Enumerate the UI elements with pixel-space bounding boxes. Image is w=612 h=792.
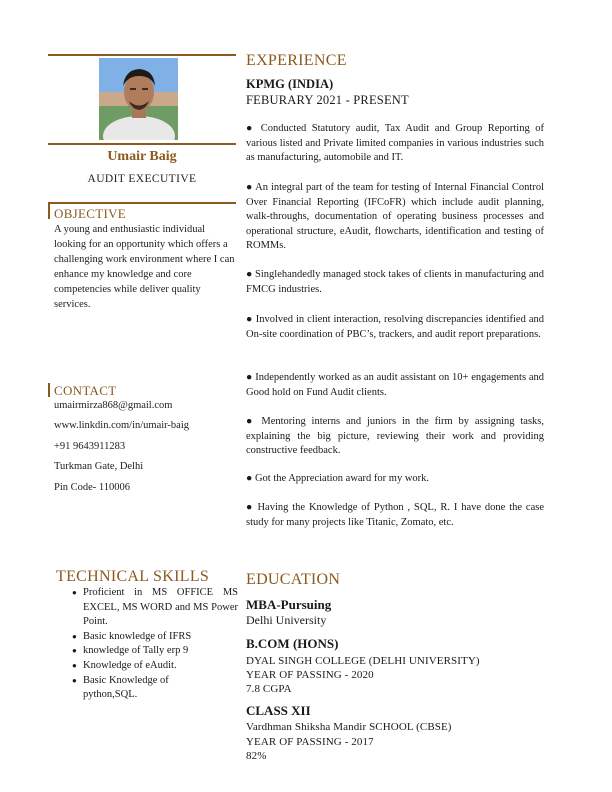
- experience-dates: FEBURARY 2021 - PRESENT: [246, 93, 409, 107]
- contact-pincode: Pin Code- 110006: [54, 482, 131, 493]
- header-rule-bottom: [48, 143, 236, 145]
- contact-heading: CONTACT: [54, 383, 117, 398]
- job-title: AUDIT EXECUTIVE: [87, 173, 197, 185]
- contact-linkedin[interactable]: www.linkdin.com/in/umair-baig: [54, 420, 190, 431]
- skill-item: ● knowledge of Tally erp 9: [72, 644, 238, 659]
- experience-bullet: ● Involved in client interaction, resolving discrepancies identified and On-site coordination of PBC’s, trackers, and audit report preparations.: [246, 314, 544, 340]
- education-bcom-year: YEAR OF PASSING - 2020: [246, 669, 374, 681]
- contact-phone: +91 9643911283: [54, 441, 126, 452]
- contact-accent-bar: [48, 383, 50, 397]
- skill-item: ● Basic knowledge of IFRS: [72, 630, 238, 645]
- experience-bullet: ● Having the Knowledge of Python , SQL, R. I have done the case study for many projects like Titanic, Zomato, etc.: [246, 502, 544, 528]
- education-bcom-grade: 7.8 CGPA: [246, 683, 292, 695]
- education-mba-title: MBA-Pursuing: [246, 597, 332, 612]
- contact-address: Turkman Gate, Delhi: [54, 461, 144, 472]
- education-bcom-title: B.COM (HONS): [246, 636, 339, 651]
- experience-bullet: ● Conducted Statutory audit, Tax Audit and Group Reporting of various listed and Private limited companies in various industries such as manufacturing, automobile and IT.: [246, 123, 544, 164]
- education-heading: EDUCATION: [246, 571, 341, 588]
- education-xii-grade: 82%: [246, 750, 267, 762]
- experience-bullet: ● Independently worked as an audit assistant on 10+ engagements and Good hold on Fund Audit clients.: [246, 372, 544, 398]
- objective-accent-bar: [48, 203, 50, 219]
- experience-bullet: ● Singlehandedly managed stock takes of clients in manufacturing and FMCG industries.: [246, 269, 544, 295]
- technical-skills-list: [72, 586, 238, 703]
- objective-heading: OBJECTIVE: [54, 206, 127, 221]
- contact-email[interactable]: umairmirza868@gmail.com: [54, 400, 173, 411]
- education-xii-year: YEAR OF PASSING - 2017: [246, 736, 374, 748]
- education-xii-title: CLASS XII: [246, 703, 311, 718]
- candidate-name: Umair Baig: [107, 149, 177, 164]
- objective-text: A young and enthusiastic individual looking for an opportunity which offers a challenging work environment where I can enhance my knowledge and core competencies while deliver quality services.: [54, 224, 235, 310]
- education-mba-school: Delhi University: [246, 613, 327, 627]
- header-rule-top: [48, 54, 236, 56]
- profile-photo: [99, 58, 178, 140]
- technical-skills-heading: TECHNICAL SKILLS: [56, 568, 210, 585]
- skill-item: ● Proficient in MS OFFICE MS EXCEL, MS WORD and MS Power Point.: [72, 586, 238, 630]
- experience-bullet: ● An integral part of the team for testing of Internal Financial Control Over Financial Reporting (IFCoFR) which include audit planning, walk-throughs, documentation of operating business processes and operational structure, eAudit, flowcharts, identification and testing of ROMMs.: [246, 182, 544, 252]
- education-bcom-school: DYAL SINGH COLLEGE (DELHI UNIVERSITY): [246, 655, 480, 667]
- experience-heading: EXPERIENCE: [246, 52, 347, 69]
- experience-bullet: ● Mentoring interns and juniors in the firm by assigning tasks, explaining the big picture, reviewing their work and providing constructive feedback.: [246, 416, 544, 457]
- education-xii-school: Vardhman Shiksha Mandir SCHOOL (CBSE): [246, 721, 452, 733]
- experience-company: KPMG (INDIA): [246, 77, 334, 91]
- objective-rule: [48, 202, 236, 204]
- experience-bullet: ● Got the Appreciation award for my work.: [246, 473, 430, 484]
- skill-item: ● Basic Knowledge of python,SQL.: [72, 674, 193, 703]
- skill-item: ● Knowledge of eAudit.: [72, 659, 238, 674]
